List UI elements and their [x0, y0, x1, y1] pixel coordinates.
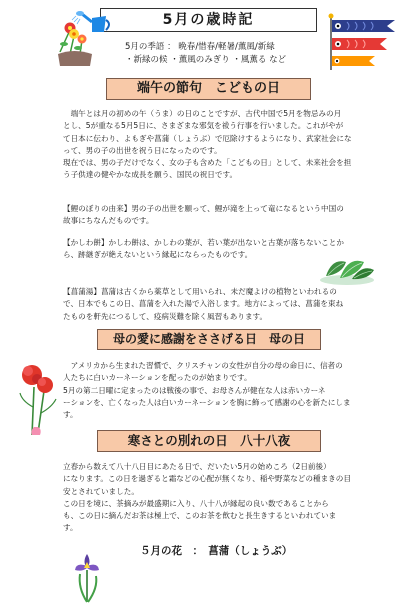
body-line: 人たちに白いカーネーションを配ったのが始まりです。: [63, 373, 252, 383]
body-line: ら、跡継ぎが絶えないという縁起にならったものです。: [63, 250, 253, 260]
body-line: たものを軒先につるして、疫病災難を除く風習もあります。: [63, 311, 268, 321]
carnation-icon: [12, 357, 62, 437]
section-heading-kodomo-no-hi: 端午の節句 こどもの日: [106, 78, 311, 100]
koinobori-origin-paragraph: [63, 203, 368, 228]
body-line: 現在では、男の子だけでなく、女の子も含めた「こどもの日」として、未来社会を担: [63, 158, 352, 168]
body-line: になります。この日を過ぎると霜などの心配が無くなり、稲や野菜などの種まきの目: [63, 474, 351, 484]
seasonal-words-line: 5月の季語 ： 晩春/惜春/軽暑/薫風/新緑: [125, 42, 275, 52]
body-line: も、この日に摘んだお茶は極上で、このお茶を飲むと長生きするといわれていま: [63, 511, 337, 521]
section-kodomo-no-hi-body: [63, 108, 368, 182]
body-line: 立春から数えて八十八日目にあたる日で、だいたい5月の始めころ（2日前後）: [63, 462, 331, 471]
seasonal-greetings-line: ・新緑の候 ・薫風のみぎり ・風薫る など: [125, 55, 287, 65]
body-line: ーションを、亡くなった人は白いカーネーションを胸に飾って感謝の心を新たにしま: [63, 397, 351, 407]
shobu-yu-paragraph: [63, 286, 368, 323]
body-line: 故事にちなんだものです。: [63, 216, 154, 226]
body-line: す。: [63, 523, 78, 533]
watering-can-flowers-icon: [52, 10, 114, 68]
body-line: って、男の子の出世を祝う日になったのです。: [63, 145, 222, 155]
body-line: 【かしわ餅】かしわ餅は、かしわの葉が、若い葉が出ないと古葉が落ちないことか: [63, 238, 344, 247]
section-hachijuhachiya-body: [63, 461, 368, 535]
section-heading-hachijuhachiya: 寒さとの別れの日 八十八夜: [97, 430, 321, 452]
body-line: 5月の第二日曜に定まったのは戦後の事で、お母さんが健在な人は赤いカーネ: [63, 385, 326, 395]
koinobori-icon: [325, 12, 407, 72]
section-heading-haha-no-hi: 母の愛に感謝をささげる日 母の日: [97, 329, 321, 350]
body-line: とし、5が重なる5月5日に、さまざまな邪気を祓う行事を行いました。これがやが: [63, 121, 344, 131]
body-line: 安とされていました。: [63, 486, 139, 496]
body-line: アメリカから生まれた習慣で、クリスチャンの女性が自分の母の命日に、信者の: [63, 361, 343, 370]
body-line: 【鯉のぼりの由来】男の子の出世を願って、鯉が滝を上って竜になるという中国の: [63, 204, 344, 213]
flower-of-month: ５月の花 ： 菖蒲（しょうぶ）: [140, 545, 293, 557]
iris-icon: [70, 548, 106, 604]
seasonal-words: [125, 41, 345, 67]
body-line: で、日本でもこの日、菖蒲を入れた湯で入浴します。地方によっては、菖蒲を束ね: [63, 299, 344, 309]
body-line: う子供達の健やかな成長を願う、国民の祝日です。: [63, 170, 238, 180]
body-line: 【菖蒲湯】菖蒲は古くから薬草として用いられ、未だ魔よけの植物といわれるの: [63, 287, 337, 296]
body-line: この日を境に、茶摘みが最盛期に入り、八十八が縁起の良い数であることから: [63, 498, 329, 508]
page-title: 5月の歳時記: [100, 8, 317, 32]
kashiwa-mochi-icon: [318, 252, 376, 286]
section-haha-no-hi-body: [63, 360, 368, 421]
body-line: て日本に伝わり、よもぎや菖蒲（しょうぶ）で厄除けするようになり、武家社会にな: [63, 133, 352, 143]
body-line: 端午とは月の初めの午（うま）の日のことですが、古代中国で5月を物忌みの月: [63, 109, 342, 118]
body-line: す。: [63, 410, 78, 420]
